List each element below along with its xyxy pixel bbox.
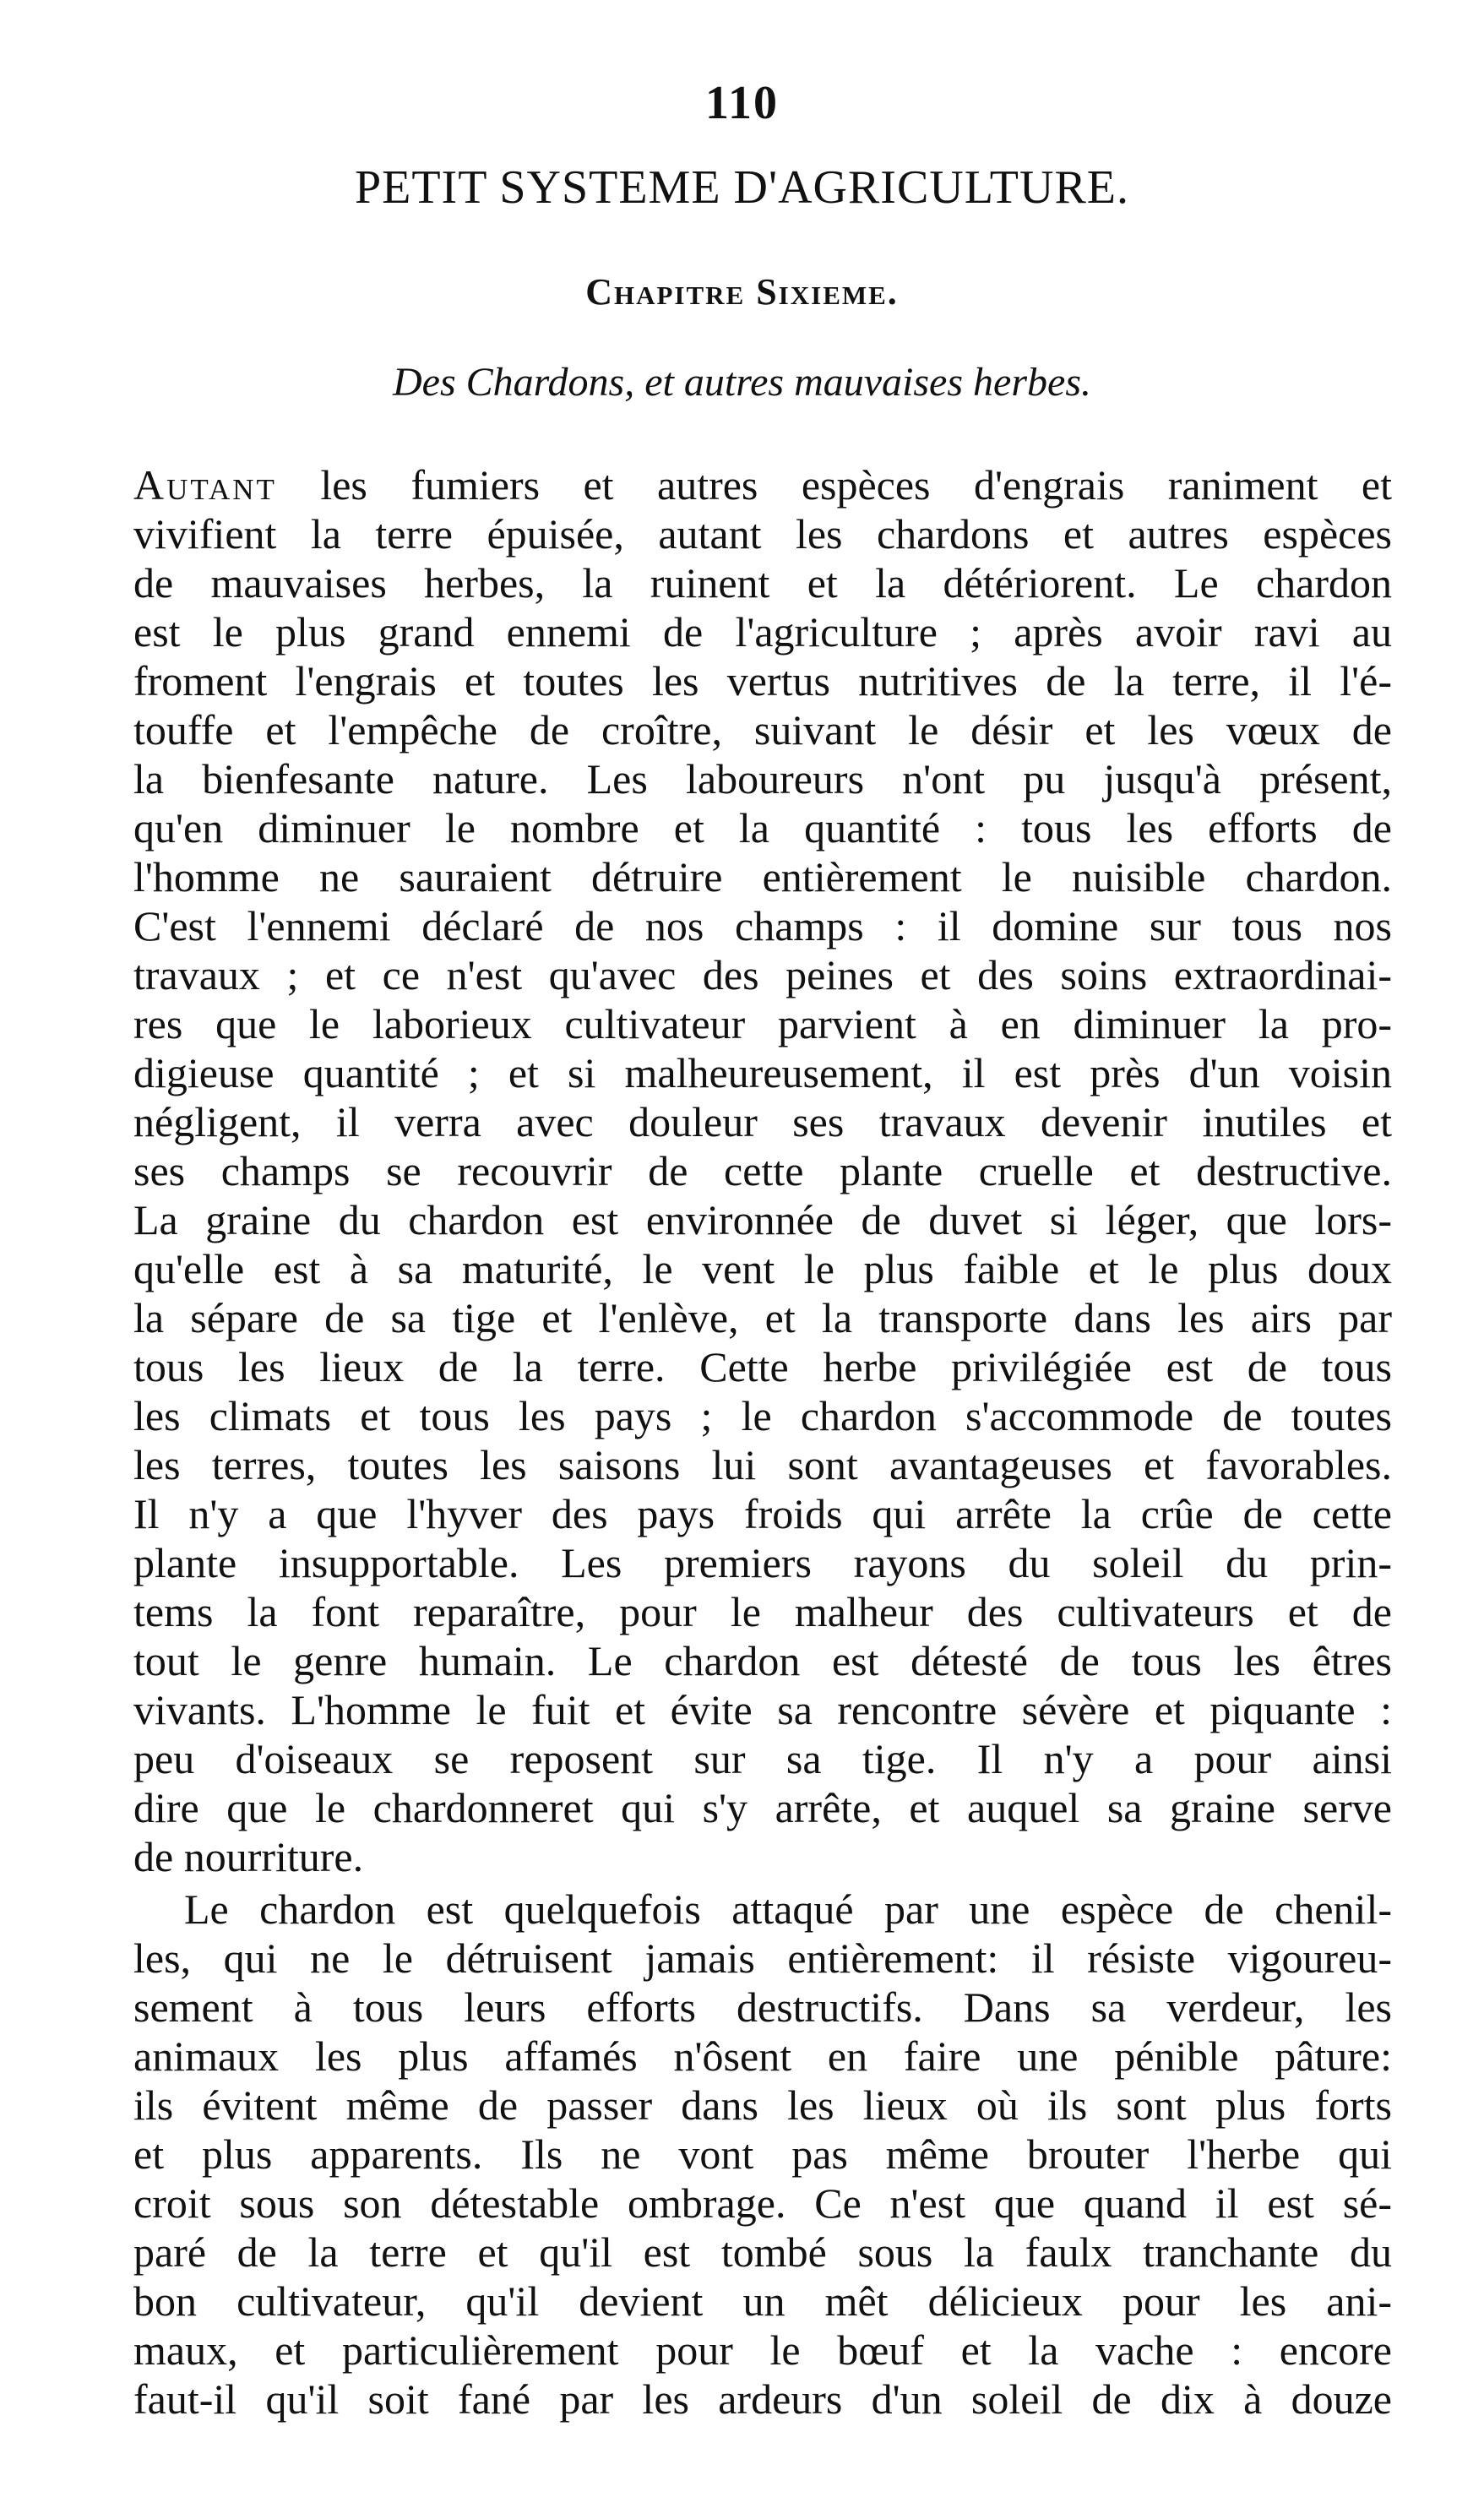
text-line: peu d'oiseaux se reposent sur sa tige. Il n'y a pour ainsi	[133, 1735, 1392, 1782]
body-text	[133, 460, 1392, 2424]
section-title: Des Chardons, et autres mauvaises herbes.	[392, 360, 1092, 405]
text-line: les, qui ne le détruisent jamais entièrement: il résiste vigoureu-	[133, 1934, 1392, 1982]
text-line: dire que le chardonneret qui s'y arrête, et auquel sa graine serve	[133, 1784, 1392, 1831]
text-line: Il n'y a que l'hyver des pays froids qui arrête la crûe de cette	[133, 1490, 1392, 1537]
text-line: vivants. L'homme le fuit et évite sa rencontre sévère et piquante :	[133, 1686, 1392, 1733]
text-line: bon cultivateur, qu'il devient un mêt délicieux pour les ani-	[133, 2277, 1392, 2325]
text-line: vivifient la terre épuisée, autant les chardons et autres espèces	[133, 510, 1392, 558]
text-line: négligent, il verra avec douleur ses travaux devenir inutiles et	[133, 1098, 1392, 1145]
text-line-rest: les fumiers et autres espèces d'engrais raniment et	[276, 461, 1392, 509]
text-line: de mauvaises herbes, la ruinent et la détériorent. Le chardon	[133, 559, 1392, 607]
text-line: qu'en diminuer le nombre et la quantité : tous les efforts de	[133, 804, 1392, 851]
text-line: est le plus grand ennemi de l'agriculture ; après avoir ravi au	[133, 608, 1392, 656]
paragraph-lead-word: Autant	[133, 461, 277, 509]
text-line: les climats et tous les pays ; le chardon s'accommode de toutes	[133, 1392, 1392, 1439]
text-line: croit sous son détestable ombrage. Ce n'est que quand il est sé-	[133, 2179, 1392, 2227]
text-line: ses champs se recouvrir de cette plante cruelle et destructive.	[133, 1147, 1392, 1194]
text-line: les terres, toutes les saisons lui sont avantageuses et favorables.	[133, 1441, 1392, 1488]
text-line: res que le laborieux cultivateur parvient à en diminuer la pro-	[133, 1000, 1392, 1047]
text-line: faut-il qu'il soit fané par les ardeurs d'un soleil de dix à douze	[133, 2375, 1392, 2423]
paragraph-2	[133, 1885, 1392, 2424]
text-line: paré de la terre et qu'il est tombé sous la faulx tranchante du	[133, 2228, 1392, 2276]
text-line: maux, et particulièrement pour le bœuf et la vache : encore	[133, 2326, 1392, 2374]
text-line: tout le genre humain. Le chardon est détesté de tous les êtres	[133, 1637, 1392, 1684]
text-line: l'homme ne sauraient détruire entièrement le nuisible chardon.	[133, 853, 1392, 900]
text-line	[133, 460, 1392, 509]
text-line: la sépare de sa tige et l'enlève, et la transporte dans les airs par	[133, 1294, 1392, 1341]
text-line: touffe et l'empêche de croître, suivant le désir et les vœux de	[133, 706, 1392, 754]
text-line: digieuse quantité ; et si malheureusement, il est près d'un voisin	[133, 1049, 1392, 1096]
text-line: C'est l'ennemi déclaré de nos champs : il domine sur tous nos	[133, 902, 1392, 949]
text-line: travaux ; et ce n'est qu'avec des peines et des soins extraordinai-	[133, 951, 1392, 998]
page-number: 110	[705, 77, 779, 129]
text-line: tems la font reparaître, pour le malheur des cultivateurs et de	[133, 1588, 1392, 1635]
text-line: froment l'engrais et toutes les vertus nutritives de la terre, il l'é-	[133, 657, 1392, 705]
text-line: La graine du chardon est environnée de duvet si léger, que lors-	[133, 1196, 1392, 1243]
text-line: qu'elle est à sa maturité, le vent le plus faible et le plus doux	[133, 1245, 1392, 1292]
text-line: sement à tous leurs efforts destructifs. Dans sa verdeur, les	[133, 1983, 1392, 2031]
text-line: et plus apparents. Ils ne vont pas même brouter l'herbe qui	[133, 2130, 1392, 2178]
text-line: de nourriture.	[133, 1833, 364, 1880]
text-line: Le chardon est quelquefois attaqué par une espèce de chenil-	[184, 1885, 1392, 1933]
paragraph-1	[133, 460, 1392, 1881]
text-line: animaux les plus affamés n'ôsent en faire une pénible pâture:	[133, 2032, 1392, 2080]
text-line: plante insupportable. Les premiers rayons du soleil du prin-	[133, 1539, 1392, 1586]
text-line: ils évitent même de passer dans les lieux où ils sont plus forts	[133, 2081, 1392, 2129]
chapter-heading: Chapitre Sixieme.	[585, 271, 899, 313]
running-title: PETIT SYSTEME D'AGRICULTURE.	[354, 161, 1130, 214]
text-line: tous les lieux de la terre. Cette herbe privilégiée est de tous	[133, 1343, 1392, 1390]
text-line: la bienfesante nature. Les laboureurs n'ont pu jusqu'à présent,	[133, 755, 1392, 802]
